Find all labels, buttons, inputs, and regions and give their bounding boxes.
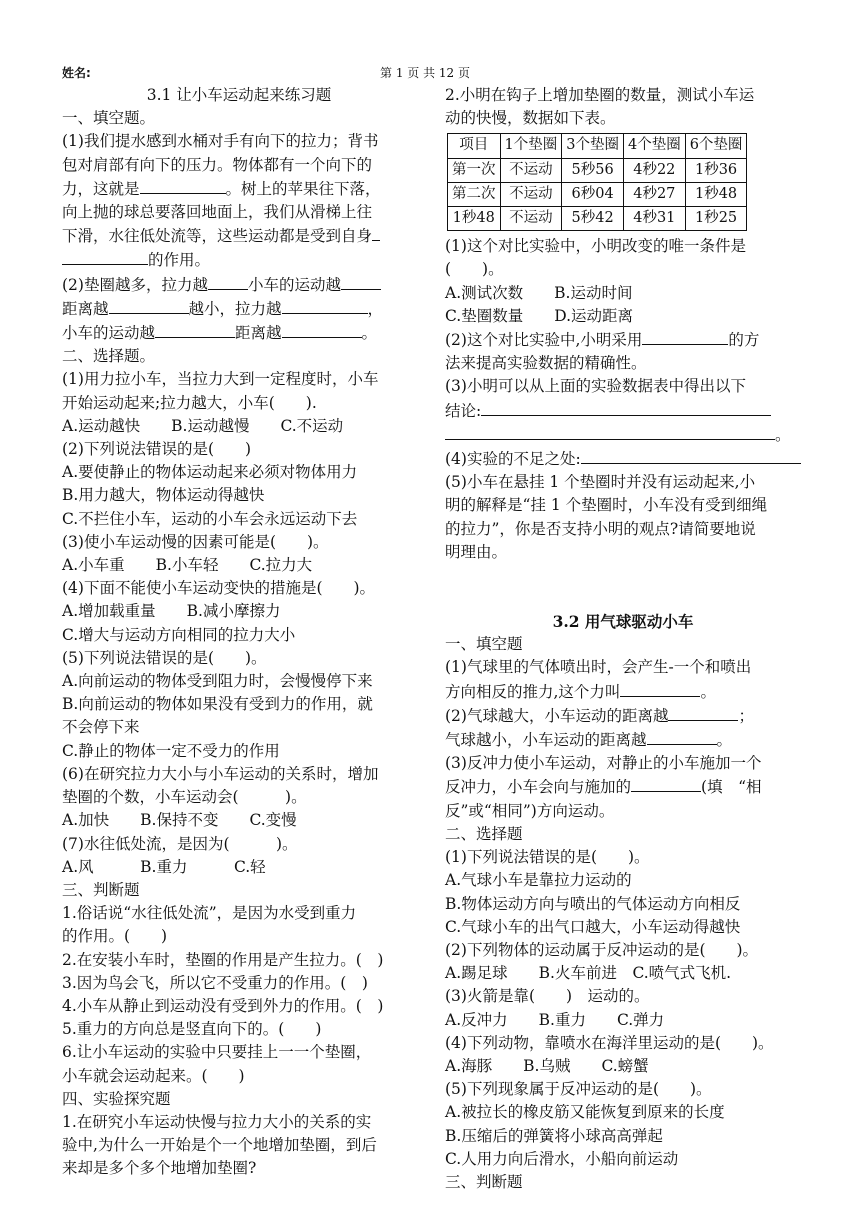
table-header-row <box>448 134 747 158</box>
text-fragment: ， <box>367 299 384 318</box>
text-line: A.被拉长的橡皮筋又能恢复到原来的长度 <box>445 1103 725 1122</box>
text-line <box>445 447 801 471</box>
text-line: (5)小车在悬挂 1 个垫圈时并没有运动起来,小 <box>445 473 756 492</box>
text-line: 2.小明在钩子上增加垫圈的数量，测试小车运 <box>445 86 755 104</box>
text-fragment: 。 <box>775 425 791 444</box>
text-fragment: 下滑，水往低处流等，这些运动都是受到自身 <box>62 227 373 246</box>
table-row <box>448 158 747 182</box>
text-line <box>62 224 416 248</box>
answer-blank <box>62 248 148 265</box>
text-line: (3)反冲力使小车运动，对静止的小车施加一个 <box>445 754 762 773</box>
text-line: A.海豚 B.乌贼 C.螃蟹 <box>445 1056 649 1075</box>
text-line: 的拉力”，你是否支持小明的观点?请简要地说 <box>445 519 756 538</box>
text-line: 5.重力的方向总是竖直向下的。( ) <box>62 1020 322 1039</box>
table-cell: 6秒04 <box>562 182 624 206</box>
text-line: 不会停下来 <box>62 718 140 737</box>
text-line: 1.在研究小车运动快慢与拉力大小的关系的实 <box>62 1112 372 1131</box>
text-line: A.风 B.重力 C.轻 <box>62 857 266 876</box>
text-line: B.物体运动方向与喷出的气体运动方向相反 <box>445 894 741 913</box>
text-line: (6)在研究拉力大小与小车运动的关系时，增加 <box>62 764 379 783</box>
text-fragment: 。 <box>716 731 733 750</box>
text-line: C.垫圈数量 D.运动距离 <box>445 306 634 325</box>
text-line: C.气球小车的出气口越大，小车运动得越快 <box>445 917 741 936</box>
text-line: (2)下列说法错误的是( ) <box>62 440 252 459</box>
text-fragment: 距离越 <box>62 299 109 318</box>
text-line: 二、选择题 <box>445 824 523 843</box>
text-line: A.要使静止的物体运动起来必须对物体用力 <box>62 463 358 482</box>
text-line: A.加快 B.保持不变 C.变慢 <box>62 811 297 830</box>
text-line: C.不拦住小车，运动的小车会永远运动下去 <box>62 509 358 528</box>
text-line: 6.让小车运动的实验中只要挂上一一个垫圈， <box>62 1043 372 1062</box>
text-line: A.气球小车是靠拉力运动的 <box>445 871 632 890</box>
text-fragment: 。树上的苹果往下落， <box>225 179 381 198</box>
answer-blank <box>282 297 368 314</box>
right-column <box>445 84 801 1194</box>
text-line: (2)下列物体的运动属于反冲运动的是( )。 <box>445 940 759 959</box>
text-line: 一、填空题 <box>445 635 523 654</box>
text-line: 开始运动起来;拉力越大，小车( ). <box>62 393 317 412</box>
text-fragment: 的方 <box>728 331 760 350</box>
text-line: (4)下面不能使小车运动变快的措施是( )。 <box>62 579 376 598</box>
table-header-cell: 4个垫圈 <box>623 134 685 158</box>
text-line: (7)水往低处流，是因为( )。 <box>62 834 298 853</box>
text-line <box>445 775 801 799</box>
text-line: 一、填空题。 <box>62 109 156 128</box>
table-header-cell: 项目 <box>448 134 501 158</box>
table-cell: 4秒22 <box>623 158 685 182</box>
text-line: (5)下列说法错误的是( )。 <box>62 648 267 667</box>
table-cell: 1秒25 <box>685 207 747 231</box>
text-fragment: 的作用。 <box>148 251 211 270</box>
text-line: C.增大与运动方向相同的拉力大小 <box>62 625 296 644</box>
answer-blank <box>668 704 738 721</box>
answer-blank <box>372 224 380 241</box>
text-line <box>445 423 801 447</box>
text-line: 来却是多个多个地增加垫圈? <box>62 1159 257 1178</box>
section-title-3-1: 3.1 让小车运动起来练习题 <box>146 86 332 104</box>
answer-blank <box>620 680 700 697</box>
text-fragment: 。 <box>700 682 716 701</box>
answer-blank <box>341 273 381 290</box>
text-fragment: (2)气球越大，小车运动的距离越 <box>445 706 669 725</box>
text-line: 4.小车从静止到运动没有受到外力的作用。( ) <box>62 996 384 1015</box>
text-line: B.压缩后的弹簧将小球高高弹起 <box>445 1126 663 1145</box>
text-line: (1)下列说法错误的是( )。 <box>445 848 650 867</box>
text-line: (1)我们提水感到水桶对手有向下的拉力；背书 <box>62 132 379 151</box>
answer-blank <box>581 447 801 464</box>
answer-blank <box>155 321 235 338</box>
text-line: C.人用力向后滑水，小船向前运动 <box>445 1149 679 1168</box>
page-number: 第 1 页 共 12 页 <box>380 66 470 80</box>
text-fragment: 结论: <box>445 401 482 420</box>
text-line: 3.因为鸟会飞，所以它不受重力的作用。( ) <box>62 973 368 992</box>
text-line: A.小车重 B.小车轻 C.拉力大 <box>62 556 313 575</box>
table-header-cell: 1个垫圈 <box>500 134 562 158</box>
text-line: 三、判断题 <box>62 880 140 899</box>
text-line: A.测试次数 B.运动时间 <box>445 283 633 302</box>
table-row <box>448 182 747 206</box>
text-line: A.运动越快 B.运动越慢 C.不运动 <box>62 416 344 435</box>
text-line: (1)气球里的气体喷出时，会产生-一个和喷出 <box>445 658 752 677</box>
text-line <box>62 273 416 297</box>
text-fragment: 小车的运动越 <box>62 324 156 343</box>
text-line <box>445 680 801 704</box>
text-line <box>62 177 416 201</box>
text-fragment: 力，这就是 <box>62 179 140 198</box>
text-line: (3)火箭是靠( ) 运动的。 <box>445 987 650 1006</box>
table-row <box>448 207 747 231</box>
table-cell: 不运动 <box>500 182 562 206</box>
answer-blank <box>642 328 728 345</box>
text-line <box>445 704 801 728</box>
answer-blank <box>631 775 701 792</box>
left-column <box>62 84 416 1181</box>
data-table <box>447 133 747 231</box>
text-line: 1.俗话说“水往低处流”，是因为水受到重力 <box>62 904 357 923</box>
text-fragment: ； <box>738 706 754 725</box>
table-cell: 5秒56 <box>562 158 624 182</box>
text-line: 的作用。( ) <box>62 927 168 946</box>
table-cell: 5秒42 <box>562 207 624 231</box>
answer-blank <box>282 321 362 338</box>
text-line <box>62 321 416 345</box>
text-fragment: (填 “相 <box>701 778 762 797</box>
answer-blank <box>208 273 248 290</box>
text-fragment: (2)这个对比实验中,小明采用 <box>445 331 643 350</box>
answer-blank <box>109 297 189 314</box>
text-line: 垫圈的个数，小车运动会( )。 <box>62 788 307 807</box>
text-line: A.向前运动的物体受到阻力时，会慢慢停下来 <box>62 672 373 691</box>
table-header-cell: 3个垫圈 <box>562 134 624 158</box>
answer-blank <box>647 728 717 745</box>
table-cell: 1秒36 <box>685 158 747 182</box>
table-cell: 第一次 <box>448 158 501 182</box>
text-line: (5)下列现象属于反冲运动的是( )。 <box>445 1080 712 1099</box>
table-cell: 不运动 <box>500 207 562 231</box>
text-line <box>62 248 416 272</box>
text-line: A.踢足球 B.火车前进 C.喷气式飞机. <box>445 964 732 983</box>
text-line: (1)用力拉小车，当拉力大到一定程度时，小车 <box>62 370 379 389</box>
text-line <box>445 399 801 423</box>
text-fragment: 气球越小，小车运动的距离越 <box>445 731 647 750</box>
spacer <box>445 564 801 610</box>
text-line: B.用力越大，物体运动得越快 <box>62 486 265 505</box>
answer-blank <box>481 399 771 416</box>
table-cell: 4秒27 <box>623 182 685 206</box>
table-cell: 1秒48 <box>448 207 501 231</box>
text-line: 验中,为什么一开始是个一个地增加垫圈，到后 <box>62 1136 377 1155</box>
text-line <box>445 728 801 752</box>
text-fragment: 小车的运动越 <box>247 275 341 294</box>
text-line: 明的解释是“挂 1 个垫圈时，小车没有受到细绳 <box>445 496 768 515</box>
answer-blank <box>140 177 226 194</box>
text-line: 动的快慢，数据如下表。 <box>445 109 616 128</box>
text-fragment: 反冲力，小车会向与施加的 <box>445 778 632 797</box>
text-line: C.静止的物体一定不受力的作用 <box>62 741 280 760</box>
text-line: (3)小明可以从上面的实验数据表中得出以下 <box>445 377 746 396</box>
table-cell: 不运动 <box>500 158 562 182</box>
text-line: (4)下列动物，靠喷水在海洋里运动的是( )。 <box>445 1033 774 1052</box>
text-fragment: 越小，拉力越 <box>188 299 282 318</box>
text-line: B.向前运动的物体如果没有受到力的作用，就 <box>62 695 373 714</box>
text-line: 四、实验探究题 <box>62 1089 171 1108</box>
text-fragment: 方向相反的推力,这个力叫 <box>445 682 621 701</box>
table-cell: 第二次 <box>448 182 501 206</box>
text-line: 明理由。 <box>445 542 508 561</box>
text-line: 包对肩部有向下的压力。物体都有一个向下的 <box>62 155 373 174</box>
text-line: 小车就会运动起来。( ) <box>62 1066 245 1085</box>
table-cell: 1秒48 <box>685 182 747 206</box>
text-line: ( )。 <box>445 260 504 279</box>
text-line: 二、选择题。 <box>62 347 156 366</box>
section-title-3-2: 3.2 用气球驱动小车 <box>552 612 694 632</box>
text-line: A.反冲力 B.重力 C.弹力 <box>445 1010 665 1029</box>
table-cell: 4秒31 <box>623 207 685 231</box>
text-line: 反”或“相同”)方向运动。 <box>445 801 615 820</box>
text-line <box>62 297 416 321</box>
text-line: (3)使小车运动慢的因素可能是( )。 <box>62 532 329 551</box>
text-line: 三、判断题 <box>445 1172 523 1191</box>
answer-blank <box>445 423 775 440</box>
text-fragment: 。 <box>361 324 378 343</box>
text-line: 向上抛的球总要落回地面上，我们从滑梯上往 <box>62 203 373 222</box>
text-line: 法来提高实验数据的精确性。 <box>445 354 647 373</box>
text-line: 2.在安装小车时，垫圈的作用是产生拉力。( ) <box>62 950 384 969</box>
text-fragment: (2)垫圈越多，拉力越 <box>62 275 208 294</box>
name-label: 姓名: <box>62 66 91 80</box>
text-line <box>445 328 801 352</box>
text-line: A.增加载重量 B.减小摩擦力 <box>62 602 281 621</box>
table-header-cell: 6个垫圈 <box>685 134 747 158</box>
text-fragment: 距离越 <box>235 324 282 343</box>
text-fragment: (4)实验的不足之处: <box>445 450 581 469</box>
text-line: (1)这个对比实验中，小明改变的唯一条件是 <box>445 237 746 256</box>
